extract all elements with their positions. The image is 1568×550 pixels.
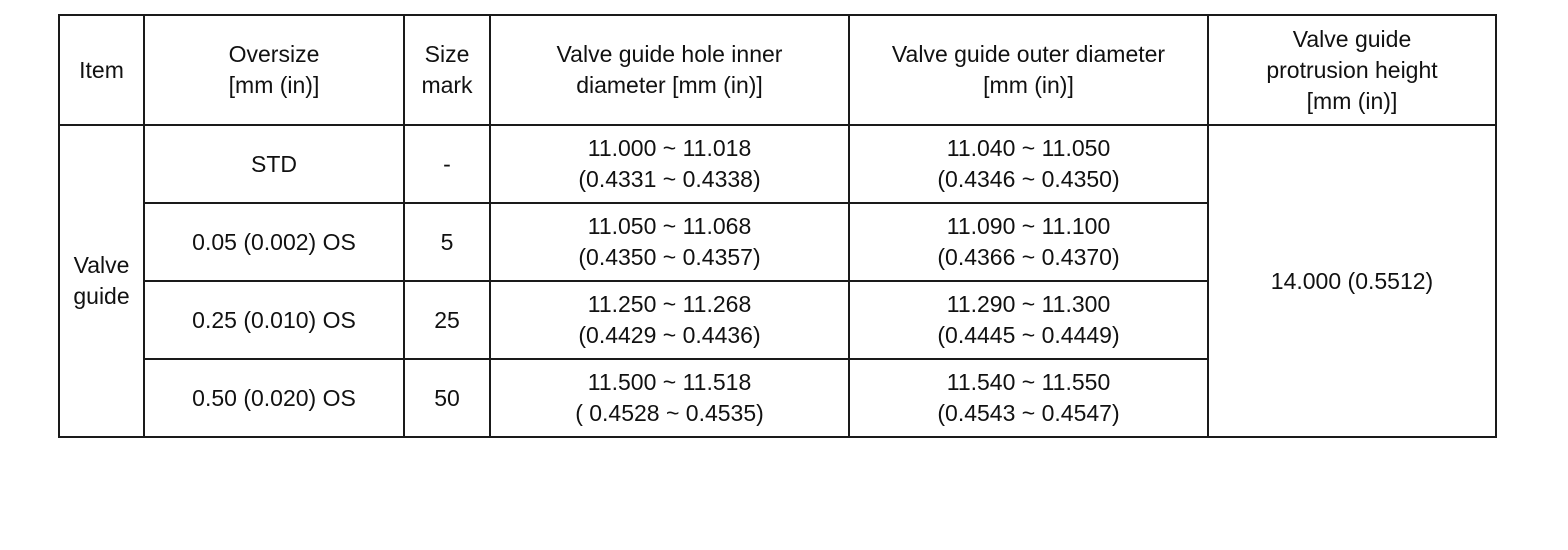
header-row	[59, 15, 1496, 125]
header-size-mark: Size mark	[404, 15, 490, 125]
outer-diameter-cell: 11.090 ~ 11.100 (0.4366 ~ 0.4370)	[849, 203, 1208, 281]
hole-inner-cell: 11.000 ~ 11.018 (0.4331 ~ 0.4338)	[490, 125, 849, 203]
size-mark-cell: 25	[404, 281, 490, 359]
outer-diameter-cell: 11.290 ~ 11.300 (0.4445 ~ 0.4449)	[849, 281, 1208, 359]
oversize-cell: 0.05 (0.002) OS	[144, 203, 404, 281]
oversize-cell: 0.25 (0.010) OS	[144, 281, 404, 359]
header-hole-inner-diameter: Valve guide hole inner diameter [mm (in)]	[490, 15, 849, 125]
oversize-cell: STD	[144, 125, 404, 203]
outer-diameter-cell: 11.540 ~ 11.550 (0.4543 ~ 0.4547)	[849, 359, 1208, 437]
outer-diameter-cell: 11.040 ~ 11.050 (0.4346 ~ 0.4350)	[849, 125, 1208, 203]
hole-inner-cell: 11.500 ~ 11.518 ( 0.4528 ~ 0.4535)	[490, 359, 849, 437]
header-protrusion-height: Valve guide protrusion height [mm (in)]	[1208, 15, 1496, 125]
header-item: Item	[59, 15, 144, 125]
size-mark-cell: -	[404, 125, 490, 203]
protrusion-height-cell: 14.000 (0.5512)	[1208, 125, 1496, 437]
hole-inner-cell: 11.250 ~ 11.268 (0.4429 ~ 0.4436)	[490, 281, 849, 359]
oversize-cell: 0.50 (0.020) OS	[144, 359, 404, 437]
hole-inner-cell: 11.050 ~ 11.068 (0.4350 ~ 0.4357)	[490, 203, 849, 281]
table-row	[59, 125, 1496, 203]
size-mark-cell: 50	[404, 359, 490, 437]
size-mark-cell: 5	[404, 203, 490, 281]
valve-guide-spec-table	[58, 14, 1497, 438]
header-oversize: Oversize [mm (in)]	[144, 15, 404, 125]
item-cell: Valve guide	[59, 125, 144, 437]
header-outer-diameter: Valve guide outer diameter [mm (in)]	[849, 15, 1208, 125]
